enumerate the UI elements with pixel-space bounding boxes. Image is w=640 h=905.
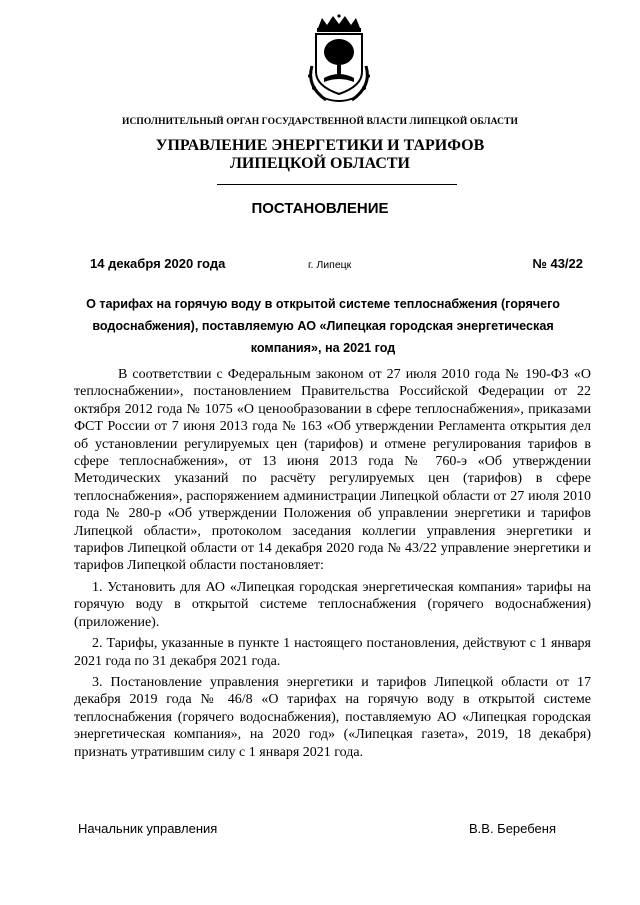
document-number: № 43/22 — [532, 256, 583, 271]
issuing-authority: ИСПОЛНИТЕЛЬНЫЙ ОРГАН ГОСУДАРСТВЕННОЙ ВЛАСТИ ЛИПЕЦКОЙ ОБЛАСТИ — [121, 117, 519, 127]
document-type: ПОСТАНОВЛЕНИЕ — [251, 200, 389, 217]
resolution-item-3: 3. Постановление управления энергетики и тарифов Липецкой области от 17 декабря 2019 года № 46/8 «О тарифах на горячую воду в открытой системе теплоснабжения (горячего водоснабжения), поставляемую АО «Липецкая городская энергетическая компания», на 2020 год» («Липецкая газета», 2019, 18 декабря) признать утратившим силу с 1 января 2021 года. — [74, 674, 591, 760]
signatory-name: В.В. Беребеня — [468, 821, 556, 836]
department-line-2: ЛИПЕЦКОЙ ОБЛАСТИ — [230, 155, 410, 172]
document-subject: О тарифах на горячую воду в открытой системе теплоснабжения (горячего водоснабжения), поставляемую АО «Липецкая городская энергетическая компания», на 2021 год — [86, 297, 560, 355]
preamble-paragraph: В соответствии с Федеральным законом от 27 июля 2010 года № 190-ФЗ «О теплоснабжении», постановлением Правительства Российской Федерации от 22 октября 2012 года № 1075 «О ценообразовании в сфере теплоснабжения», приказами ФСТ России от 7 июня 2013 года № 163 «Об утверждении Регламента открытия дел об установлении регулируемых цен (тарифов) и отмене регулирования тарифов в сфере теплоснабжения», от 13 июня 2013 года № 760-э «Об утверждении Методических указаний по расчёту регулируемых цен (тарифов) в сфере теплоснабжения», распоряжением администрации Липецкой области от 27 июля 2010 года № 280-р «Об утверждении Положения об управлении энергетики и тарифов Липецкой области», протоколом заседания коллегии управления энергетики и тарифов Липецкой области от 14 декабря 2020 года № 43/22 управление энергетики и тарифов Липецкой области постановляет: — [74, 367, 591, 574]
resolution-item-2: 2. Тарифы, указанные в пункте 1 настоящего постановления, действуют с 1 января 2021 года по 31 декабря 2021 года. — [74, 636, 591, 669]
header-divider — [217, 184, 457, 185]
department-name — [0, 137, 640, 173]
resolution-item-1: 1. Установить для АО «Липецкая городская энергетическая компания» тарифы на горячую воду в открытой системе теплоснабжения (горячего водоснабжения) (приложение). — [74, 579, 591, 630]
signatory-title: Начальник управления — [78, 821, 218, 836]
document-body — [74, 366, 591, 765]
department-line-1: УПРАВЛЕНИЕ ЭНЕРГЕТИКИ И ТАРИФОВ — [155, 137, 485, 154]
document-city: г. Липецк — [308, 259, 352, 271]
coat-of-arms-icon — [304, 14, 374, 104]
document-date: 14 декабря 2020 года — [90, 256, 226, 271]
